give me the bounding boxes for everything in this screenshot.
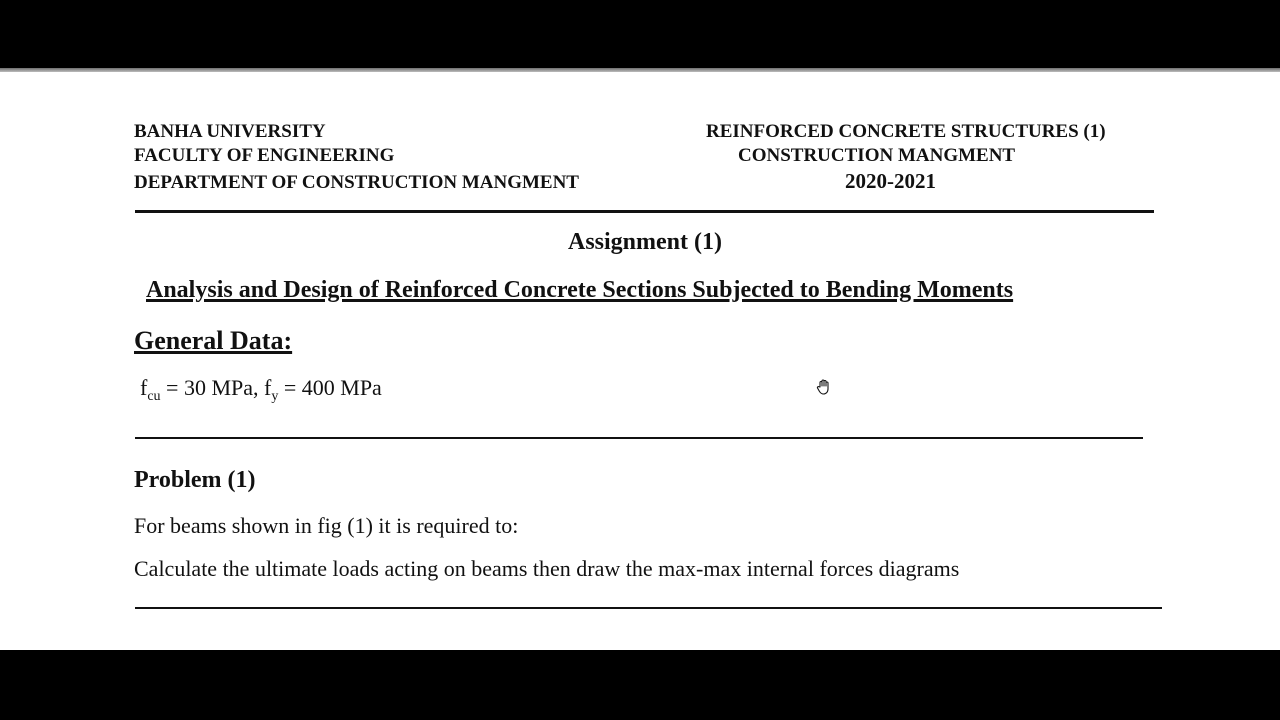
problem-heading: Problem (1)	[134, 467, 256, 493]
header-faculty: FACULTY OF ENGINEERING	[134, 145, 395, 166]
problem-line-1: For beams shown in fig (1) it is required to:	[134, 513, 519, 538]
main-title: Analysis and Design of Reinforced Concrete Sections Subjected to Bending Moments	[146, 277, 1014, 303]
section-rule	[135, 437, 1143, 439]
fcu-subscript: cu	[147, 389, 161, 404]
header-rule	[135, 210, 1154, 213]
fy-symbol: f	[264, 375, 272, 400]
assignment-title: Assignment (1)	[568, 229, 722, 255]
header-program: CONSTRUCTION MANGMENT	[738, 145, 1016, 166]
header-university: BANHA UNIVERSITY	[134, 121, 326, 142]
header-course: REINFORCED CONCRETE STRUCTURES (1)	[706, 121, 1106, 142]
problem-line-2: Calculate the ultimate loads acting on beams then draw the max-max internal forces diagrams	[134, 556, 960, 581]
fy-subscript: y	[271, 389, 279, 404]
header-year: 2020-2021	[845, 169, 936, 193]
bottom-rule	[135, 607, 1162, 609]
hand-cursor-icon	[815, 378, 833, 396]
fcu-value: = 30 MPa,	[160, 375, 265, 400]
fcu-symbol: f	[140, 375, 148, 400]
header-department: DEPARTMENT OF CONSTRUCTION MANGMENT	[134, 172, 579, 193]
general-data-heading: General Data:	[134, 326, 293, 355]
fy-value: = 400 MPa	[278, 375, 382, 400]
document-page	[0, 72, 1280, 650]
material-properties	[140, 375, 382, 405]
